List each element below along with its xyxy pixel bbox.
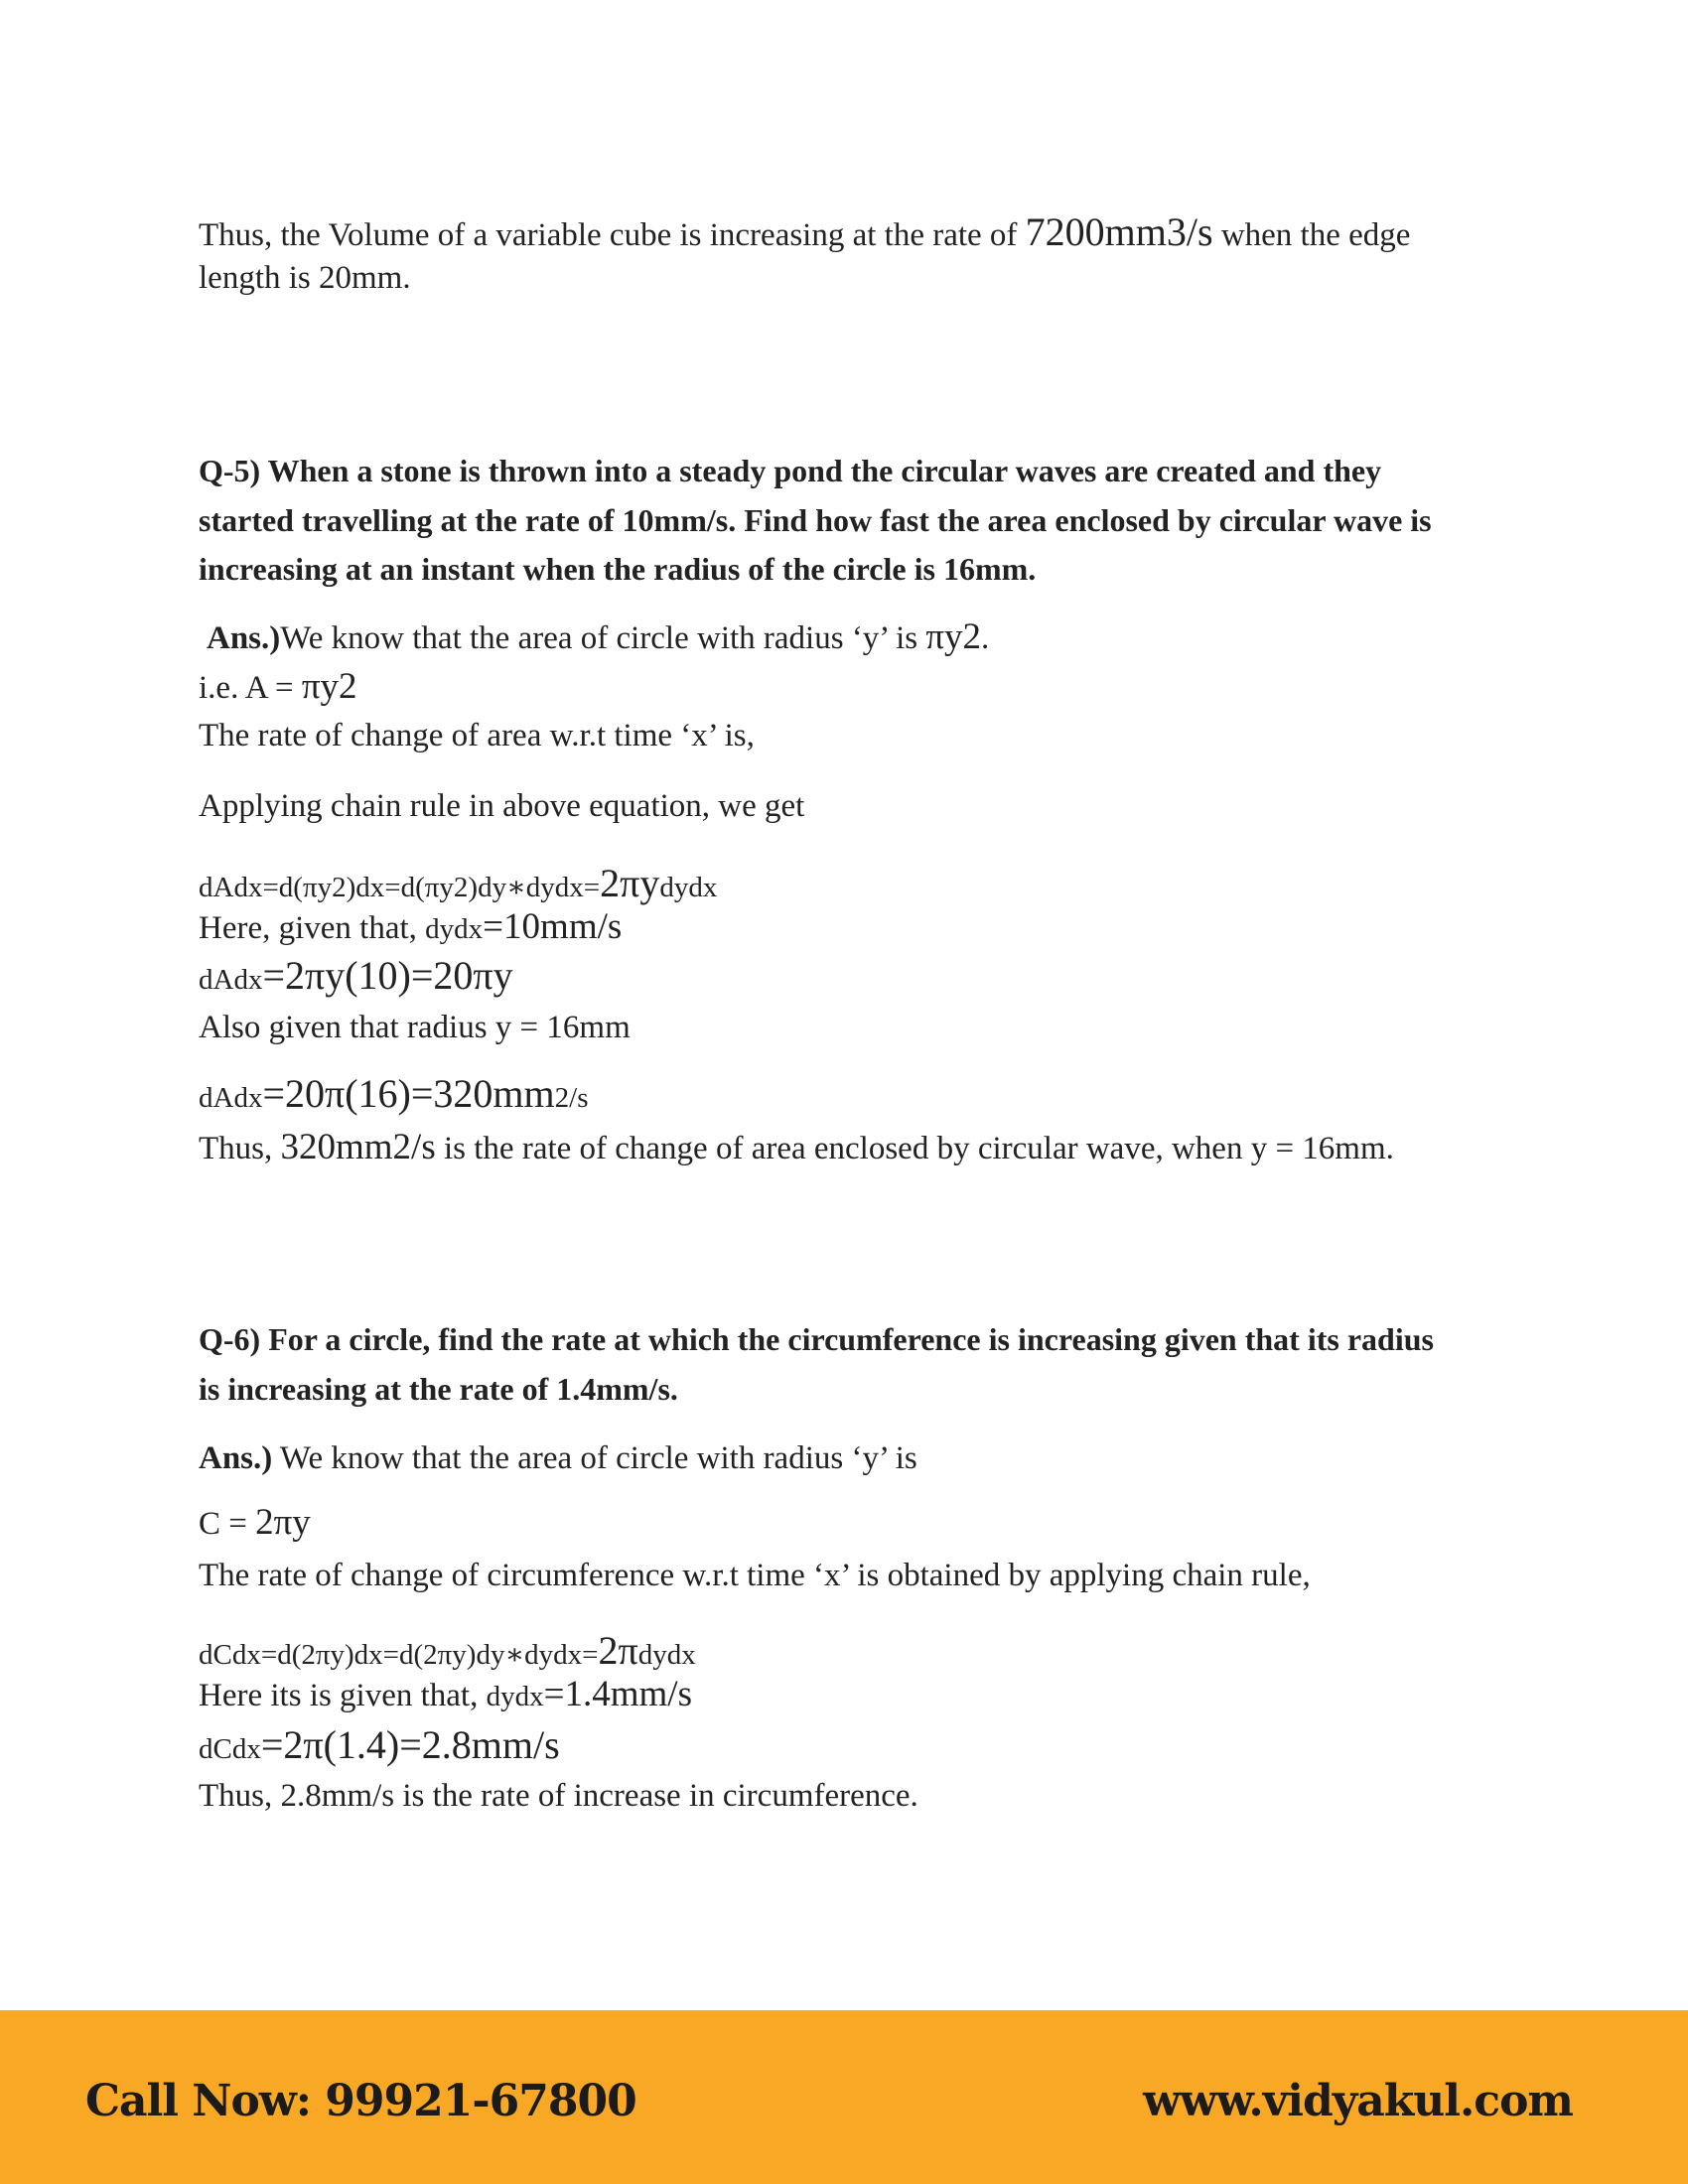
q5-question-line-2: started travelling at the rate of 10mm/s. Find how fast the area enclosed by circular wave is: [199, 502, 1432, 538]
q6-question-line-2: is increasing at the rate of 1.4mm/s.: [199, 1371, 678, 1407]
q6-eq2-value: =2π(1.4)=2.8mm/s: [260, 1722, 560, 1767]
q5-eq3-value: =20π(16)=320mm: [262, 1071, 555, 1116]
q5-answer-end: .: [981, 620, 990, 656]
q6-equation-2: [199, 1721, 560, 1769]
q5-eq1-result: 2πy: [600, 861, 660, 905]
call-now-phone[interactable]: Call Now: 99921-67800: [85, 2076, 636, 2126]
q6-question-line-1: Q-6) For a circle, find the rate at which the circumference is increasing given that its radius: [199, 1321, 1434, 1357]
q5-equation-2: [199, 952, 513, 1000]
q6-c-formula: 2πy: [255, 1502, 311, 1543]
intro-text-end: when the edge: [1212, 217, 1411, 253]
q5-thus-end: is the rate of change of area enclosed by circular wave, when y = 16mm.: [435, 1131, 1394, 1166]
q6-eq1-text: dCdx=d(2πy)dx=d(2πy)dy∗dydx=: [199, 1639, 599, 1671]
q5-ie-line: [199, 665, 357, 709]
q5-answer-label: Ans.): [207, 620, 281, 656]
q5-given-value: =10mm/s: [483, 906, 623, 947]
q5-given-line: [199, 905, 622, 949]
q6-answer-text: We know that the area of circle with radius ‘y’ is: [272, 1440, 917, 1476]
q6-given-value: =1.4mm/s: [543, 1674, 692, 1714]
q5-eq3-unit: 2/s: [554, 1082, 589, 1114]
q6-given-text: Here its is given that,: [199, 1678, 487, 1713]
q5-also-line: Also given that radius y = 16mm: [199, 1010, 631, 1045]
q5-chain-line: Applying chain rule in above equation, we get: [199, 788, 805, 824]
q5-eq1-tail: dydx: [659, 872, 718, 903]
website-link[interactable]: www.vidyakul.com: [1143, 2076, 1573, 2126]
q6-rate-line: The rate of change of circumference w.r.t time ‘x’ is obtained by applying chain rule,: [199, 1558, 1311, 1593]
q5-given-derivative: dydx: [425, 913, 484, 945]
q5-thus-text: Thus,: [199, 1131, 281, 1166]
q5-ie-text: i.e. A =: [199, 670, 302, 706]
q5-question-line-3: increasing at an instant when the radius of the circle is 16mm.: [199, 551, 1037, 587]
q5-eq1-text: dAdx=d(πy2)dx=d(πy2)dy∗dydx=: [199, 872, 601, 903]
q5-ie-formula: πy2: [301, 666, 357, 707]
q5-conclusion-line: [199, 1126, 1394, 1169]
q6-given-line: [199, 1673, 692, 1716]
q5-area-formula: πy2: [925, 616, 982, 657]
q6-equation-1: [199, 1627, 696, 1675]
intro-text: Thus, the Volume of a variable cube is increasing at the rate of: [199, 217, 1026, 253]
footer-banner: [0, 2010, 1688, 2184]
q6-answer-label: Ans.): [199, 1440, 273, 1476]
q5-rate-line: The rate of change of area w.r.t time ‘x’ is,: [199, 718, 755, 753]
q6-conclusion-line: Thus, 2.8mm/s is the rate of increase in circumference.: [199, 1778, 918, 1814]
q6-given-derivative: dydx: [486, 1681, 544, 1712]
q5-thus-value: 320mm2/s: [280, 1127, 436, 1167]
q6-eq1-result: 2π: [598, 1628, 638, 1673]
intro-line-2: length is 20mm.: [199, 260, 411, 296]
q6-answer-line: [199, 1439, 917, 1479]
q6-eq2-derivative: dCdx: [199, 1733, 261, 1765]
q5-answer-line: [207, 615, 989, 659]
q5-eq2-derivative: dAdx: [199, 964, 263, 996]
q5-equation-3: [199, 1070, 588, 1118]
q6-eq1-tail: dydx: [637, 1639, 696, 1671]
q5-answer-text: We know that the area of circle with radius ‘y’ is: [280, 620, 926, 656]
q5-eq2-value: =2πy(10)=20πy: [262, 953, 513, 998]
q6-circumference-line: [199, 1501, 311, 1545]
intro-line-1: [199, 208, 1410, 256]
q5-question-line-1: Q-5) When a stone is thrown into a steady pond the circular waves are created and they: [199, 453, 1382, 488]
q6-c-text: C =: [199, 1506, 256, 1542]
q5-equation-1: [199, 860, 717, 907]
q5-eq3-derivative: dAdx: [199, 1082, 263, 1114]
q5-given-text: Here, given that,: [199, 910, 426, 946]
intro-rate-value: 7200mm3/s: [1025, 209, 1213, 254]
